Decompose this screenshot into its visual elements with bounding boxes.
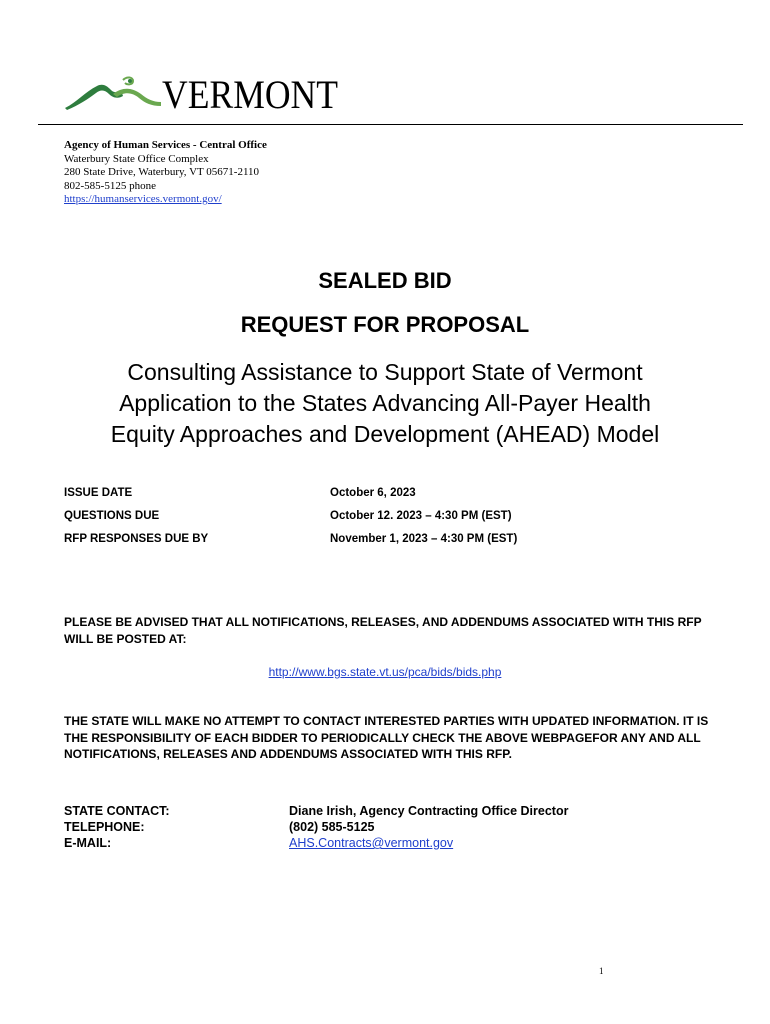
contact-label: STATE CONTACT: — [64, 804, 170, 818]
rfp-subject-line: Application to the States Advancing All-Payer Health — [119, 390, 651, 416]
responsibility-notice: THE STATE WILL MAKE NO ATTEMPT TO CONTACT INTERESTED PARTIES WITH UPDATED INFORMATION. IT IS THE RESPONSIBILITY OF EACH BIDDER TO PERIODICALLY CHECK THE ABOVE WEBPAGEFOR ANY AND ALL NOTIFICATIONS, RELEASES AND ADDENDUMS ASSOCIATED WITH THIS RFP. — [64, 714, 709, 761]
agency-address-block — [64, 139, 267, 207]
posting-notice: PLEASE BE ADVISED THAT ALL NOTIFICATIONS, RELEASES, AND ADDENDUMS ASSOCIATED WITH THIS RFP WILL BE POSTED AT: — [64, 615, 702, 646]
date-value: October 12. 2023 – 4:30 PM (EST) — [330, 510, 512, 522]
vermont-logo — [63, 72, 343, 114]
bids-webpage-link[interactable]: http://www.bgs.state.vt.us/pca/bids/bids.php — [268, 665, 502, 679]
date-label: ISSUE DATE — [64, 487, 133, 499]
contact-label: E-MAIL: — [64, 836, 112, 850]
mountain-logo-icon — [63, 72, 343, 114]
agency-address-line: Waterbury State Office Complex — [64, 152, 209, 165]
rfp-subject-line: Equity Approaches and Development (AHEAD) Model — [110, 421, 660, 447]
rfp-subject-line: Consulting Assistance to Support State of Vermont — [127, 359, 643, 385]
contact-phone: (802) 585-5125 — [289, 820, 375, 834]
contact-label: TELEPHONE: — [64, 820, 145, 834]
page-number: 1 — [599, 966, 604, 976]
agency-address-line: 280 State Drive, Waterbury, VT 05671-2110 — [64, 166, 260, 178]
bids-link-container — [0, 665, 770, 679]
agency-phone: 802-585-5125 phone — [64, 179, 156, 192]
agency-website-link[interactable]: https://humanservices.vermont.gov/ — [64, 193, 222, 205]
contact-email-link[interactable]: AHS.Contracts@vermont.gov — [289, 836, 454, 850]
agency-name: Agency of Human Services - Central Office — [64, 139, 267, 151]
date-label: QUESTIONS DUE — [64, 510, 160, 522]
date-value: November 1, 2023 – 4:30 PM (EST) — [330, 533, 518, 545]
svg-text:VERMONT: VERMONT — [162, 72, 338, 114]
sealed-bid-heading: SEALED BID — [318, 268, 452, 293]
rfp-heading: REQUEST FOR PROPOSAL — [240, 312, 530, 337]
contact-name: Diane Irish, Agency Contracting Office Director — [289, 804, 569, 818]
rfp-subject — [0, 357, 770, 450]
date-label: RFP RESPONSES DUE BY — [64, 533, 209, 545]
header-rule — [38, 124, 743, 125]
contact-email-wrapper — [289, 835, 453, 851]
date-value: October 6, 2023 — [330, 487, 416, 499]
